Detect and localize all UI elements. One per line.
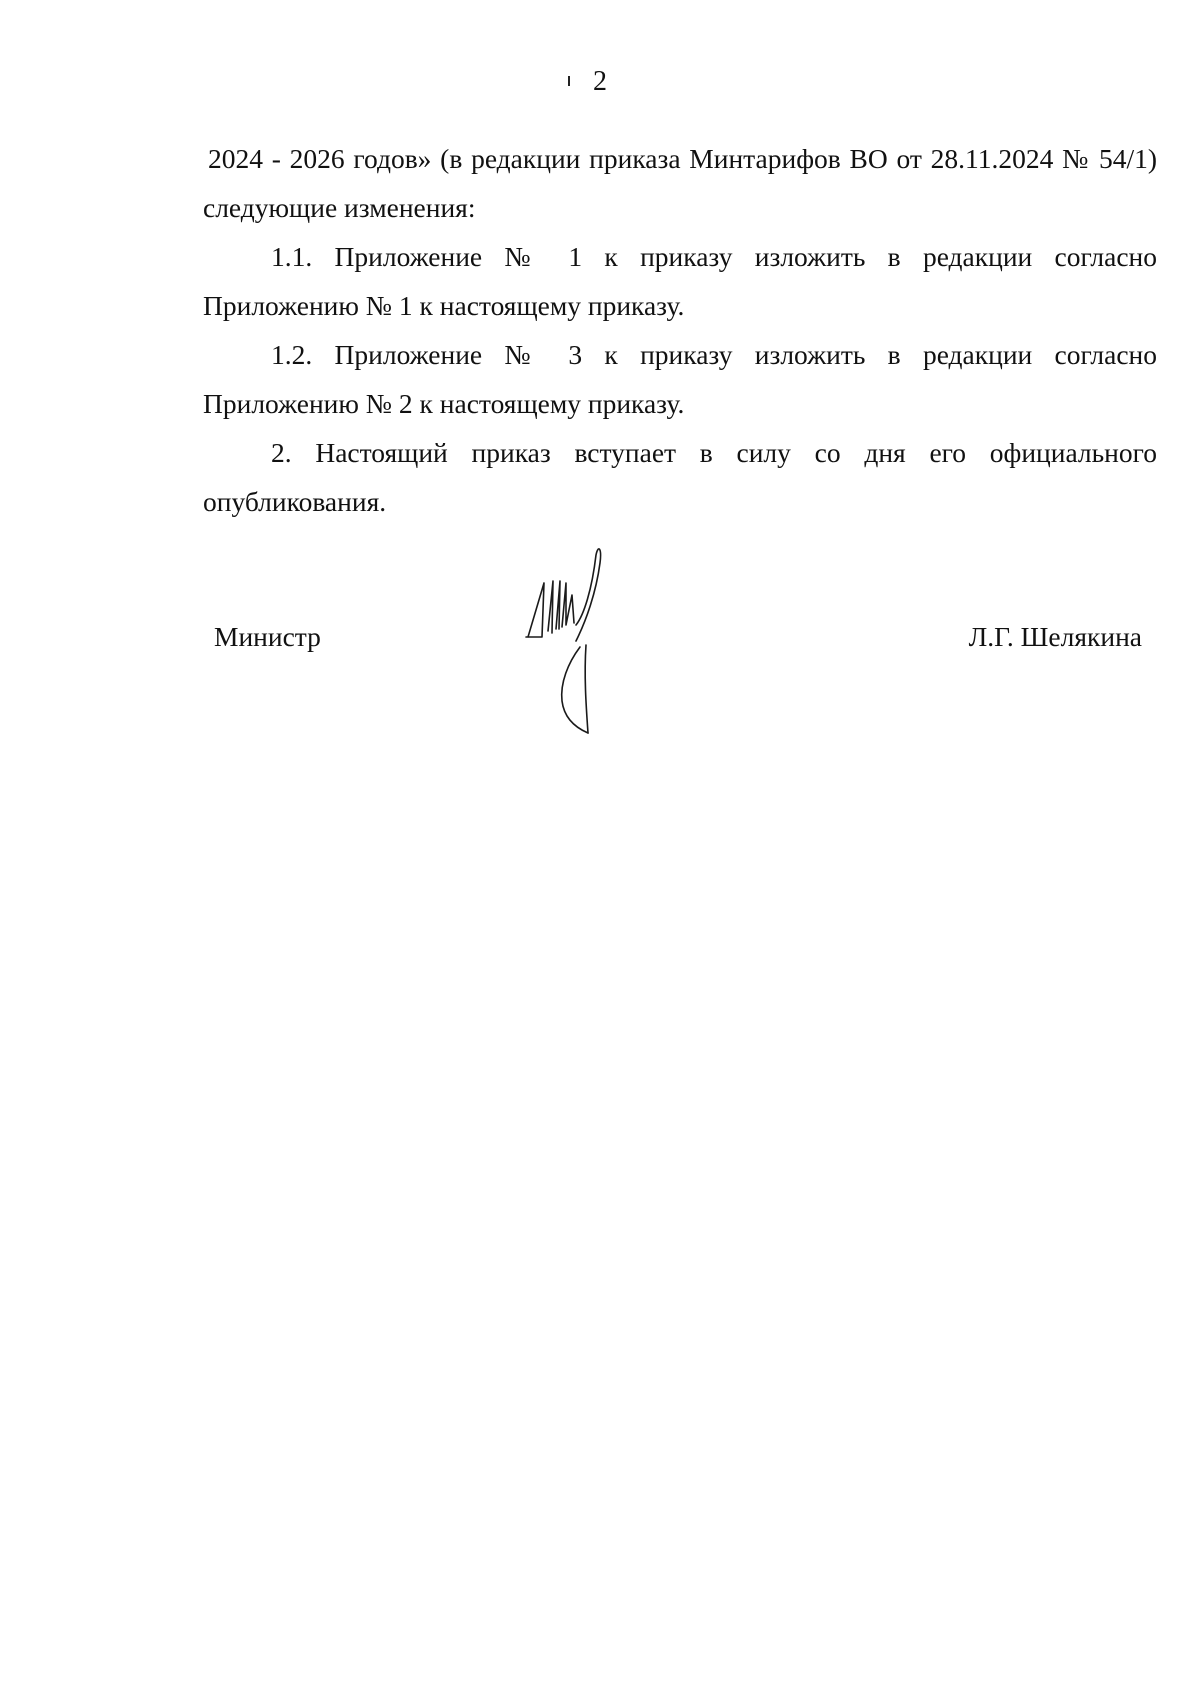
page-number: 2: [593, 66, 607, 97]
signer-name: Л.Г. Шелякина: [968, 621, 1142, 652]
body-paragraph-item-1-2: 1.2. Приложение № 3 к приказу изложить в редакции согласно Приложению № 2 к настоящему приказу.: [203, 339, 1157, 419]
signer-position: Министр: [214, 621, 321, 652]
handwritten-signature: [518, 545, 638, 735]
body-paragraph-item-2: 2. Настоящий приказ вступает в силу со дня его официального опубликования.: [203, 437, 1157, 517]
document-body: [203, 134, 1157, 526]
body-paragraph-continuation: 2024 - 2026 годов» (в редакции приказа Минтарифов ВО от 28.11.2024 № 54/1) следующие изменения:: [203, 143, 1157, 223]
signature-block: [0, 545, 1200, 745]
body-paragraph-item-1-1: 1.1. Приложение № 1 к приказу изложить в редакции согласно Приложению № 1 к настоящему приказу.: [203, 241, 1157, 321]
